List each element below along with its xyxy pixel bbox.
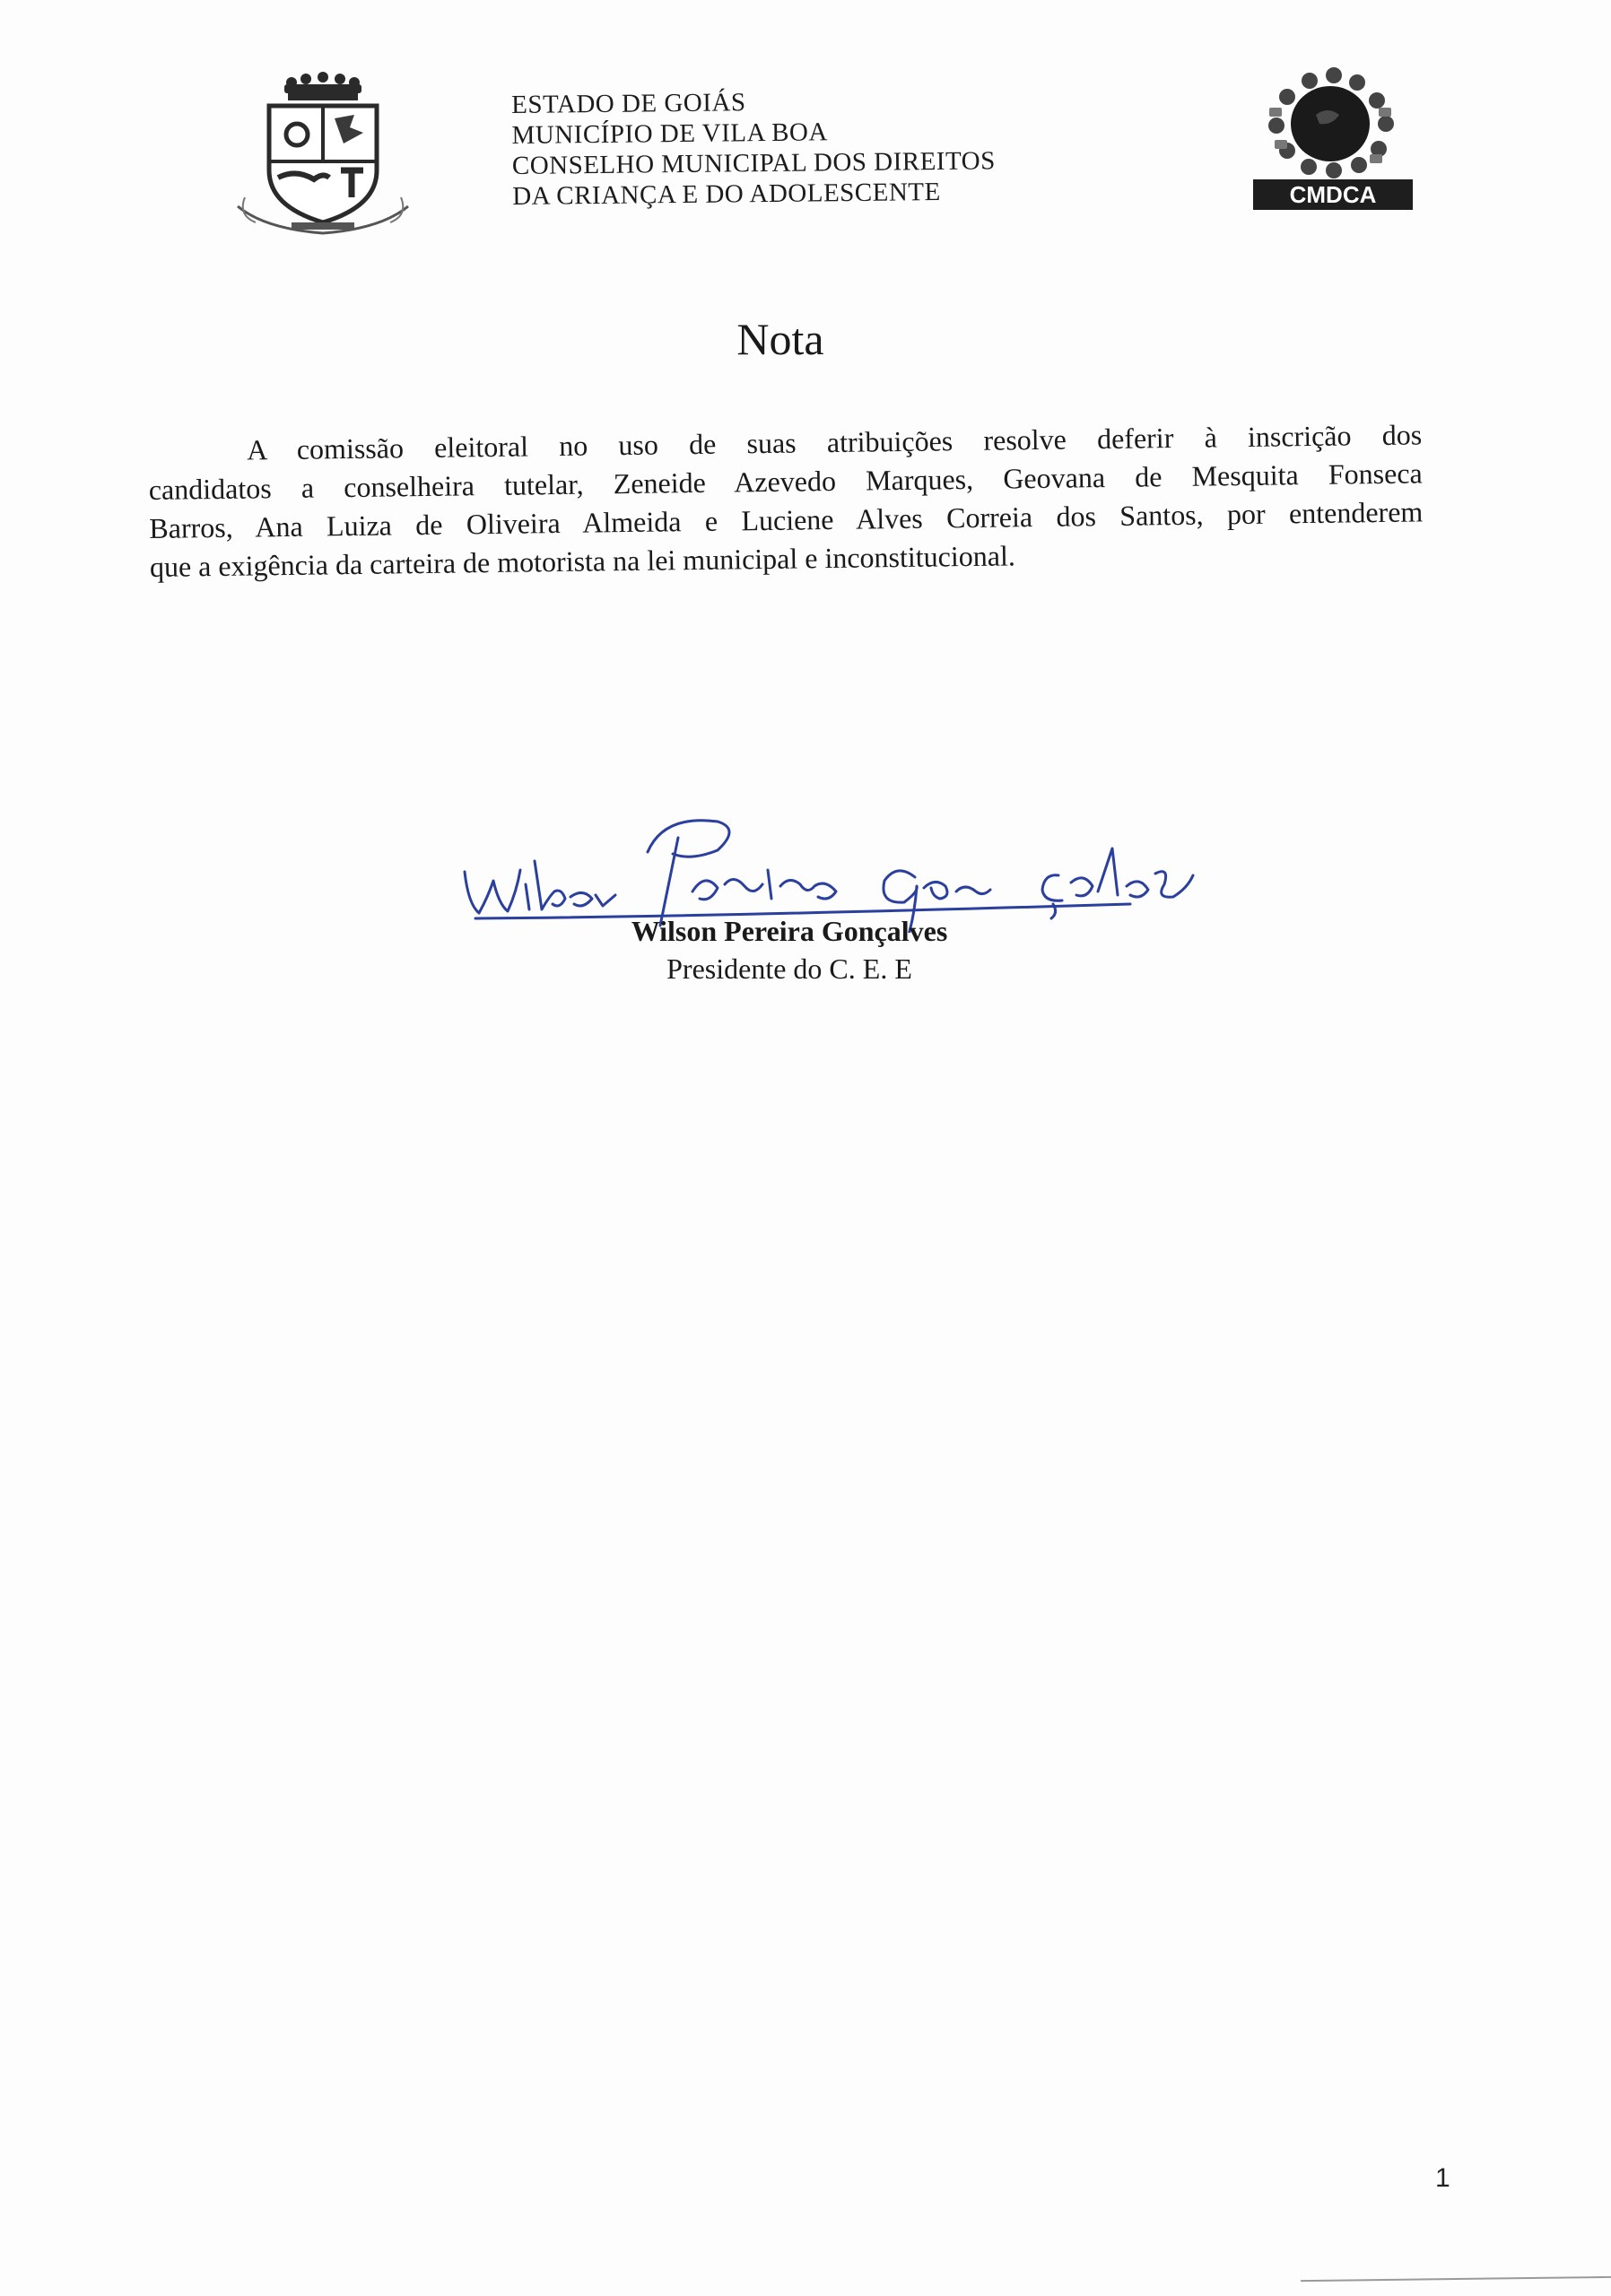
body-line: A comissão eleitoral no uso de suas atribuições resolve deferir à inscrição dos bbox=[247, 418, 1423, 466]
municipal-crest-icon bbox=[229, 72, 417, 242]
page-number: 1 bbox=[1435, 2163, 1450, 2193]
body-line: que a exigência da carteira de motorista na lei municipal e inconstitucional. bbox=[149, 539, 1016, 583]
signatory-name: Wilson Pereira Gonçalves bbox=[631, 915, 948, 947]
cmdca-logo-icon bbox=[1233, 61, 1413, 213]
scan-edge-line bbox=[1301, 2276, 1611, 2282]
header-line-state: ESTADO DE GOIÁS bbox=[511, 88, 746, 119]
signatory-role: Presidente do C. E. E bbox=[666, 952, 912, 985]
document-title: Nota bbox=[736, 314, 824, 364]
letterhead bbox=[511, 83, 1212, 212]
body-line: Barros, Ana Luiza de Oliveira Almeida e Luciene Alves Correia dos Santos, por entenderem bbox=[149, 495, 1424, 544]
header-line-council-cont: DA CRIANÇA E DO ADOLESCENTE bbox=[512, 177, 941, 211]
header-line-municipality: MUNICÍPIO DE VILA BOA bbox=[511, 117, 829, 150]
svg-text:CMDCA: CMDCA bbox=[1289, 181, 1377, 208]
body-line: candidatos a conselheira tutelar, Zeneide Azevedo Marques, Geovana de Mesquita Fonseca bbox=[148, 457, 1423, 506]
body-paragraph bbox=[148, 415, 1424, 587]
header-line-council: CONSELHO MUNICIPAL DOS DIREITOS bbox=[511, 146, 996, 180]
